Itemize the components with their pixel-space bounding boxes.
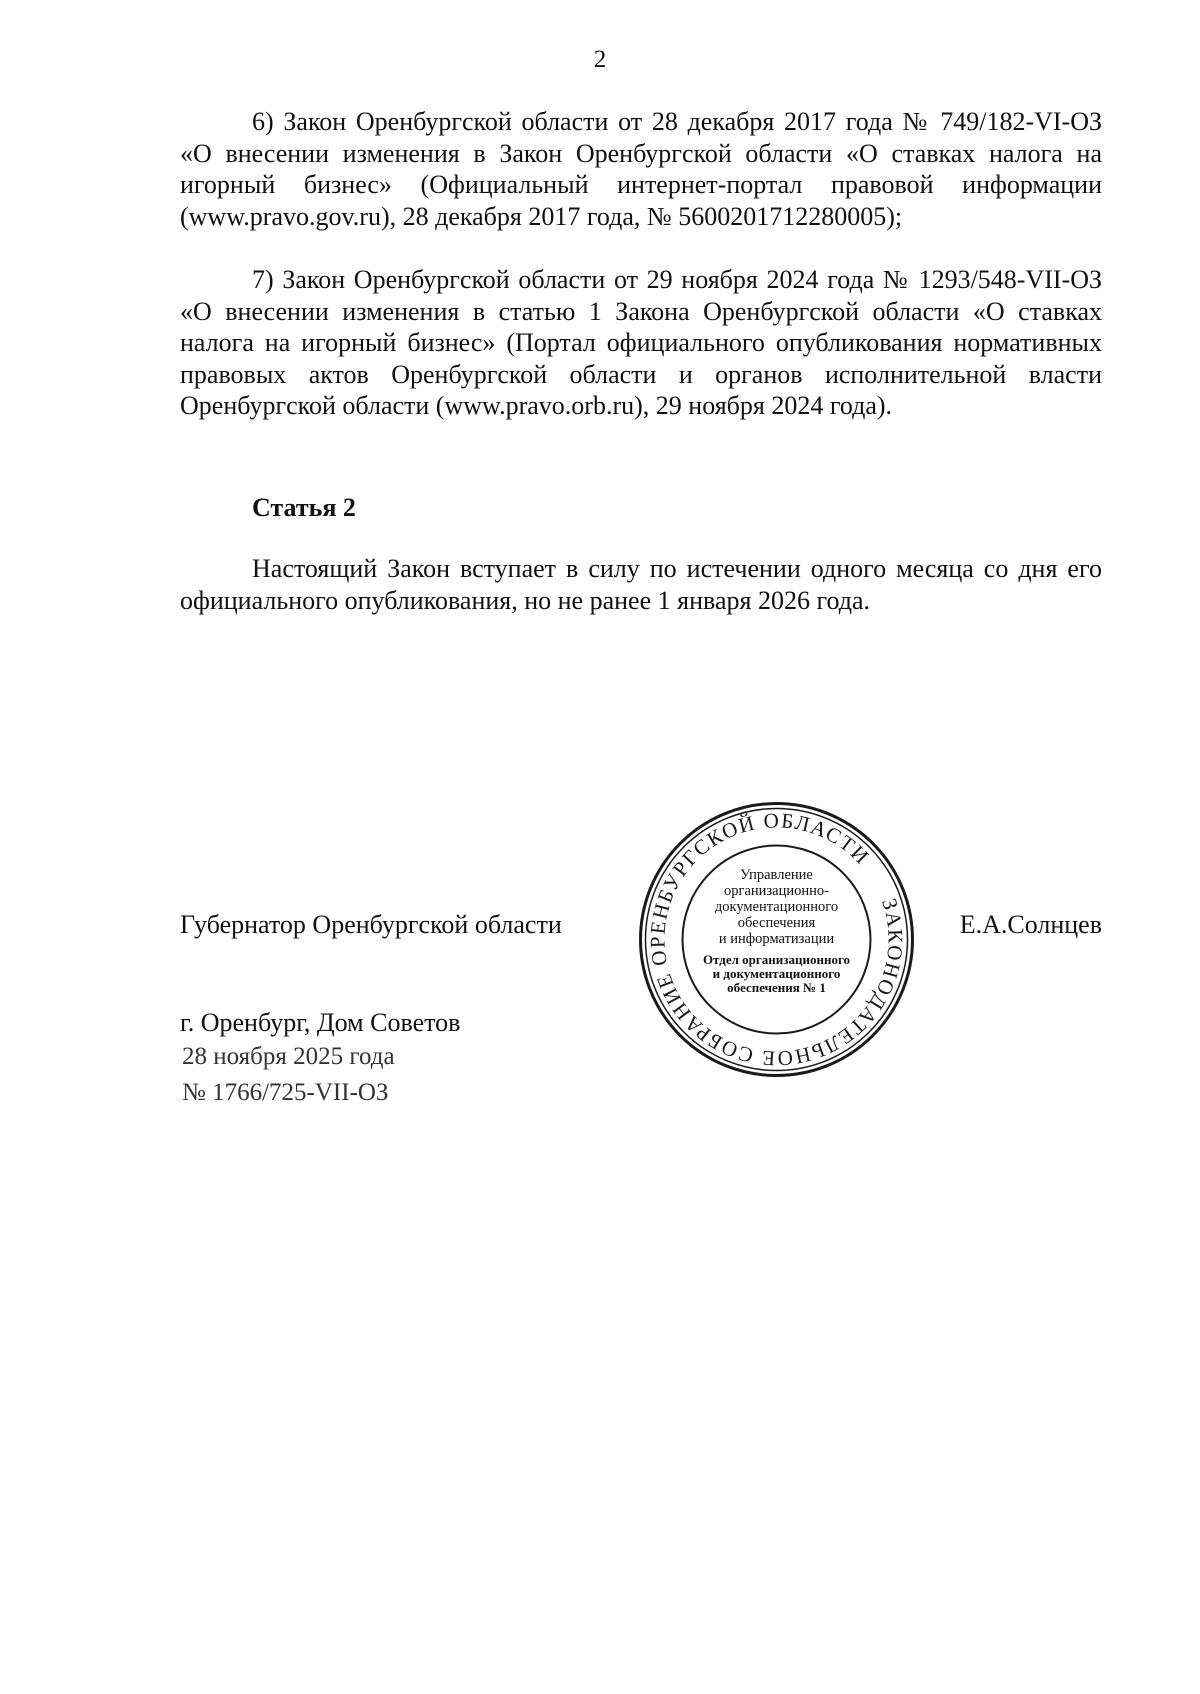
seal-ring-text: ЗАКОНОДАТЕЛЬНОЕ СОБРАНИЕ ОРЕНБУРГСКОЙ ОБЛАСТИ: [645, 808, 908, 1071]
list-item-6: 6) Закон Оренбургской области от 28 декабря 2017 года № 749/182-VI-ОЗ «О внесении изменения в Закон Оренбургской области «О ставках налога на игорный бизнес» (Официальный интернет-портал правовой информации (www.pravo.gov.ru), 28 декабря 2017 года, № 5600201712280005);: [180, 107, 1102, 231]
signing-place: г. Оренбург, Дом Советов: [180, 1008, 461, 1037]
seal-inner-text: [690, 853, 863, 1033]
page-number: 2: [593, 46, 607, 73]
seal-division: Отдел организационного и документационного обеспечения № 1: [702, 952, 851, 995]
signing-date: 28 ноября 2025 года: [182, 1043, 395, 1070]
signatory-position: Губернатор Оренбургской области: [180, 910, 562, 939]
article-body: Настоящий Закон вступает в силу по истечении одного месяца со дня его официального опубликования, но не ранее 1 января 2026 года.: [180, 554, 1102, 615]
law-number: № 1766/725-VII-ОЗ: [182, 1079, 389, 1106]
article-heading: Статья 2: [252, 493, 356, 522]
list-item-7: 7) Закон Оренбургской области от 29 ноября 2024 года № 1293/548-VII-ОЗ «О внесении изменения в статью 1 Закона Оренбургской области «О ставках налога на игорный бизнес» (Портал официального опубликования нормативных правовых актов Оренбургской области и органов исполнительной власти Оренбургской области (www.pravo.orb.ru), 29 ноября 2024 года).: [180, 265, 1102, 420]
signatory-name: Е.А.Солнцев: [959, 910, 1102, 939]
official-seal: [638, 801, 915, 1078]
seal-department: Управление организационно- документационного обеспечения и информатизации: [714, 867, 839, 947]
